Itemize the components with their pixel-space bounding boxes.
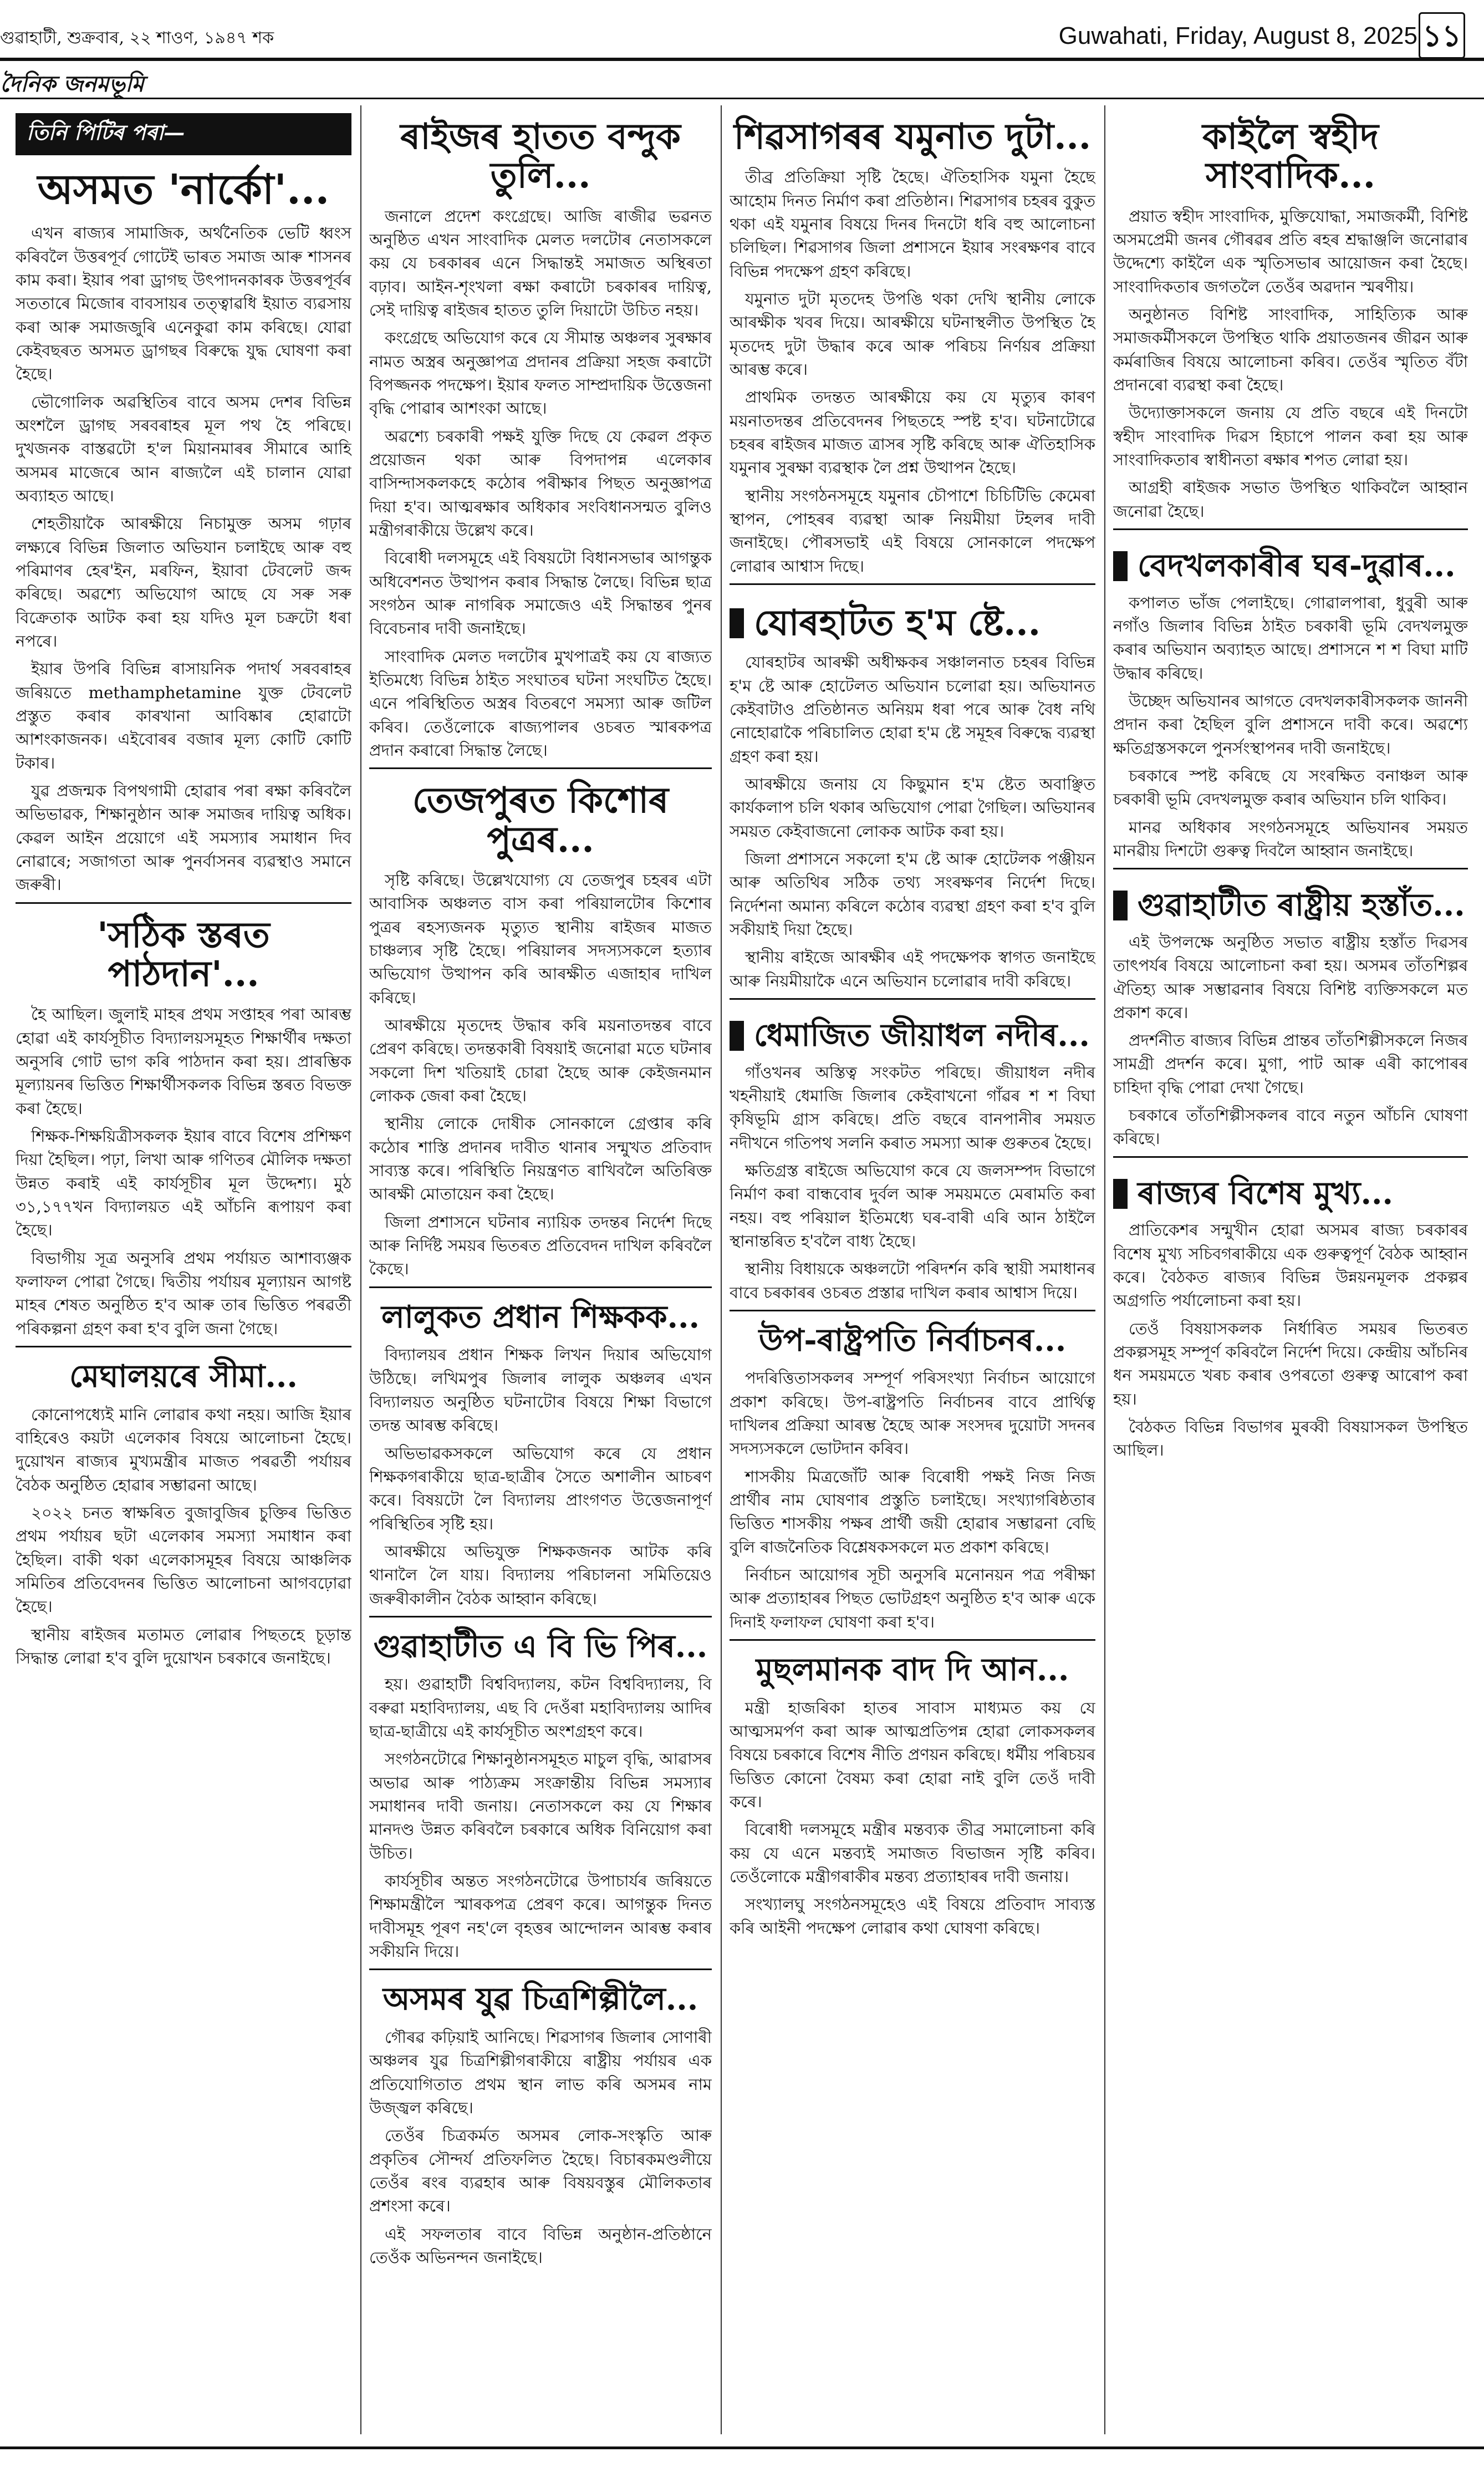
- paragraph: সৃষ্টি কৰিছে। উল্লেখযোগ্য যে তেজপুৰ চহৰৰ এটা আবাসিক অঞ্চলত বাস কৰা পৰিয়ালটোৰ কিশোৰ পুত্ৰৰ ৰহস্যজনক মৃত্যুত স্থানীয় ৰাইজৰ মাজত চাঞ্চল্যৰ সৃষ্টি হৈছে। পৰিয়ালৰ সদস্যসকলে হত্যাৰ অভিযোগ উত্থাপন কৰি আৰক্ষীত এজাহাৰ দাখিল কৰিছে।: [369, 871, 712, 1007]
- article-body: [369, 868, 712, 1281]
- paragraph: শিক্ষক-শিক্ষয়িত্ৰীসকলক ইয়াৰ বাবে বিশেষ প্ৰশিক্ষণ দিয়া হৈছিল। পঢ়া, লিখা আৰু গণিতৰ মৌলিক দক্ষতা উন্নত কৰাই এই কাৰ্যসূচীৰ মূল উদ্দেশ্য। মুঠ ৩১,১৭৭খন বিদ্যালয়ত এই আঁচনি ৰূপায়ণ কৰা হৈছে।: [16, 1127, 351, 1240]
- article-divider: [730, 1639, 1095, 1641]
- paragraph: মানৱ অধিকাৰ সংগঠনসমূহে অভিযানৰ সময়ত মানৱীয় দিশটো গুৰুত্ব দিবলৈ আহ্বান জনাইছে।: [1113, 817, 1468, 860]
- article-sivasagar: [730, 118, 1095, 578]
- article-tezpur: [369, 781, 712, 1280]
- section-head: [1113, 1174, 1468, 1212]
- paragraph: স্থানীয় ৰাইজৰ মতামত লোৱাৰ পিছতহে চূড়ান্ত সিদ্ধান্ত লোৱা হ'ব বুলি দুয়োখন চৰকাৰে জনাইছে।: [16, 1625, 351, 1667]
- paragraph: কংগ্ৰেছে অভিযোগ কৰে যে সীমান্ত অঞ্চলৰ সুৰক্ষাৰ নামত অস্ত্ৰৰ অনুজ্ঞাপত্ৰ প্ৰদানৰ প্ৰক্ৰিয়া সহজ কৰাটো বিপজ্জনক পদক্ষেপ। ইয়াৰ ফলত সাম্প্ৰদায়িক উত্তেজনা বৃদ্ধি পোৱাৰ আশংকা আছে।: [369, 328, 712, 418]
- headline: 'সঠিক স্তৰত পাঠদান'...: [97, 914, 270, 995]
- headline: অসমত 'নাৰ্কো'...: [37, 166, 330, 213]
- article-body: [730, 1366, 1095, 1634]
- paragraph: সাংবাদিক মেলত দলটোৰ মুখপাত্ৰই কয় যে ৰাজ্যত ইতিমধ্যে বিভিন্ন ঠাইত সংঘাতৰ ঘটনা সংঘটিত হৈছে। এনে পৰিস্থিতিত অস্ত্ৰৰ বিতৰণে সমস্যা আৰু জটিল কৰিব। তেওঁলোকে ৰাজ্যপালৰ ওচৰত স্মাৰকপত্ৰ প্ৰদান কৰাৰো সিদ্ধান্ত লৈছে।: [369, 647, 712, 760]
- paragraph: বিভাগীয় সূত্ৰ অনুসৰি প্ৰথম পৰ্যায়ত আশাব্যঞ্জক ফলাফল পোৱা গৈছে। দ্বিতীয় পৰ্যায়ৰ মূল্যায়ন আগষ্ট মাহৰ শেষত অনুষ্ঠিত হ'ব আৰু তাৰ ভিত্তিত পৰৱৰ্তী পৰিকল্পনা গ্ৰহণ কৰা হ'ব বুলি জনা গৈছে।: [16, 1248, 351, 1338]
- paragraph: প্ৰদৰ্শনীত ৰাজ্যৰ বিভিন্ন প্ৰান্তৰ তাঁতশিল্পীসকলে নিজৰ সামগ্ৰী প্ৰদৰ্শন কৰে। মুগা, পাট আৰু এৰী কাপোৰৰ চাহিদা বৃদ্ধি পোৱা দেখা গৈছে।: [1113, 1031, 1468, 1097]
- article-divider: [730, 998, 1095, 1000]
- article-jorhat: [730, 604, 1095, 993]
- paragraph: আগ্ৰহী ৰাইজক সভাত উপস্থিত থাকিবলৈ আহ্বান জনোৱা হৈছে।: [1113, 478, 1468, 521]
- article-body: [369, 1343, 712, 1610]
- headline: যোৰহাটত হ'ম ষ্টে...: [754, 602, 1041, 644]
- paragraph: কাৰ্যসূচীৰ অন্তত সংগঠনটোৱে উপাচাৰ্যৰ জৰিয়তে শিক্ষামন্ত্ৰীলৈ স্মাৰকপত্ৰ প্ৰেৰণ কৰে। আগন্তুক দিনত দাবীসমূহ পূৰণ নহ'লে বৃহত্তৰ আন্দোলন আৰম্ভ কৰাৰ সকীয়নি দিয়ে।: [369, 1871, 712, 1961]
- paragraph: নিৰ্বাচন আয়োগৰ সূচী অনুসৰি মনোনয়ন পত্ৰ পৰীক্ষা আৰু প্ৰত্যাহাৰৰ পিছত ভোটগ্ৰহণ অনুষ্ঠিত হ'ব আৰু একে দিনাই ফলাফল ঘোষণা কৰা হ'ব।: [730, 1565, 1095, 1631]
- article-eviction: [1113, 549, 1468, 862]
- article-body: [16, 221, 351, 896]
- article-body: [1113, 930, 1468, 1151]
- headline: ৰাজ্যৰ বিশেষ মুখ্য...: [1138, 1174, 1393, 1212]
- article-divider: [730, 1310, 1095, 1311]
- article-painter: [369, 1982, 712, 2269]
- section-head: [730, 1016, 1095, 1054]
- article-body: [730, 650, 1095, 993]
- article-handloom: [1113, 888, 1468, 1151]
- headline: মেঘালয়ৰে সীমা...: [69, 1357, 298, 1395]
- paragraph: আৰক্ষীয়ে অভিযুক্ত শিক্ষকজনক আটক কৰি থানালৈ লৈ যায়। বিদ্যালয় পৰিচালনা সমিতিয়েও জৰুৰীকালীন বৈঠক আহ্বান কৰিছে।: [369, 1542, 712, 1608]
- article-body: [1113, 205, 1468, 523]
- section-kicker: তিনি পিটিৰ পৰা—: [16, 113, 351, 155]
- paragraph: গাঁওখনৰ অস্তিত্ব সংকটত পৰিছে। জীয়াধল নদীৰ খহনীয়াই ধেমাজি জিলাৰ কেইবাখনো গাঁৱৰ শ শ বিঘা কৃষিভূমি গ্ৰাস কৰিছে। প্ৰতি বছৰে বানপানীৰ সময়ত নদীখনে গতিপথ সলনি কৰাত সমস্যা আৰু গুৰুতৰ হৈছে।: [730, 1062, 1095, 1152]
- article-narco: [16, 167, 351, 897]
- paragraph: আৰক্ষীয়ে মৃতদেহ উদ্ধাৰ কৰি ময়নাতদন্তৰ বাবে প্ৰেৰণ কৰিছে। তদন্তকাৰী বিষয়াই জনোৱা মতে ঘটনাৰ সকলো দিশ খতিয়াই চোৱা হৈছে আৰু কেইজনমান লোকক জেৰা কৰা হৈছে।: [369, 1016, 712, 1106]
- paragraph: যমুনাত দুটা মৃতদেহ উপঙি থকা দেখি স্থানীয় লোকে আৰক্ষীক খবৰ দিয়ে। আৰক্ষীয়ে ঘটনাস্থলীত উপস্থিত হৈ মৃতদেহ দুটা উদ্ধাৰ কৰে আৰু পৰিচয় নিৰ্ণয়ৰ প্ৰক্ৰিয়া আৰম্ভ কৰে।: [730, 289, 1095, 379]
- paragraph: স্থানীয় ৰাইজে আৰক্ষীৰ এই পদক্ষেপক স্বাগত জনাইছে আৰু নিয়মীয়াকৈ এনে অভিযান চলোৱাৰ দাবী কৰিছে।: [730, 948, 1095, 990]
- column-4: [1113, 105, 1468, 2434]
- paragraph: বিৰোধী দলসমূহে মন্ত্ৰীৰ মন্তব্যক তীব্ৰ সমালোচনা কৰি কয় যে এনে মন্তব্যই সমাজত বিভাজন সৃষ্টি কৰিব। তেওঁলোকে মন্ত্ৰীগৰাকীৰ মন্তব্য প্ৰত্যাহাৰৰ দাবী জনায়।: [730, 1820, 1095, 1886]
- footer-rule: [0, 2446, 1484, 2449]
- headline: বেদখলকাৰীৰ ঘৰ-দুৱাৰ...: [1138, 547, 1456, 584]
- article-teaching-level: [16, 916, 351, 1340]
- headline: গুৱাহাটীত ৰাষ্ট্ৰীয় হস্তাঁত...: [1138, 887, 1465, 924]
- paragraph: গৌৰৱ কঢ়িয়াই আনিছে। শিৱসাগৰ জিলাৰ সোণাৰী অঞ্চলৰ যুৱ চিত্ৰশিল্পীগৰাকীয়ে ৰাষ্ট্ৰীয় পৰ্যায়ৰ এক প্ৰতিযোগিতাত প্ৰথম স্থান লাভ কৰি অসমৰ নাম উজ্জ্বল কৰিছে।: [369, 2028, 712, 2117]
- paragraph: প্ৰয়াত স্বহীদ সাংবাদিক, মুক্তিযোদ্ধা, সমাজকৰ্মী, বিশিষ্ট অসমপ্ৰেমী জনৰ গৌৰৱৰ প্ৰতি ৰহৰ শ্ৰদ্ধাঞ্জলি জনোৱাৰ উদ্দেশ্যে কাইলৈ এক স্মৃতিসভাৰ আয়োজন কৰা হৈছে। সাংবাদিকতাৰ জগতলৈ তেওঁৰ অৱদান স্মৰণীয়।: [1113, 206, 1468, 296]
- article-journalist: [1113, 118, 1468, 523]
- paragraph: প্ৰাথমিক তদন্তত আৰক্ষীয়ে কয় যে মৃত্যুৰ কাৰণ ময়নাতদন্তৰ প্ৰতিবেদনৰ পিছতহে স্পষ্ট হ'ব। ঘটনাটোৱে চহৰৰ ৰাইজৰ মাজত ত্ৰাসৰ সৃষ্টি কৰিছে আৰু ঐতিহাসিক যমুনাৰ সুৰক্ষা ব্যৱস্থাক লৈ প্ৰশ্ন উত্থাপন হৈছে।: [730, 388, 1095, 477]
- headline: লালুকত প্ৰধান শিক্ষকক...: [381, 1298, 700, 1335]
- paragraph: বিৰোধী দলসমূহে এই বিষয়টো বিধানসভাৰ আগন্তুক অধিবেশনত উত্থাপন কৰাৰ সিদ্ধান্ত লৈছে। বিভিন্ন ছাত্ৰ সংগঠন আৰু নাগৰিক সমাজেও এই সিদ্ধান্তৰ পুনৰ বিবেচনাৰ দাবী জনাইছে।: [369, 548, 712, 638]
- paragraph: জনালে প্ৰদেশ কংগ্ৰেছে। আজি ৰাজীৱ ভৱনত অনুষ্ঠিত এখন সাংবাদিক মেলত দলটোৰ নেতাসকলে কয় যে চৰকাৰৰ এনে সিদ্ধান্তই সমাজত অস্থিৰতা বঢ়াব। আইন-শৃংখলা ৰক্ষা কৰাটো চৰকাৰৰ দায়িত্ব, সেই দায়িত্ব ৰাইজৰ হাতত তুলি দিয়াটো উচিত নহয়।: [369, 206, 712, 320]
- column-2: [369, 105, 712, 2434]
- column-1: [16, 105, 351, 2434]
- article-body: [369, 205, 712, 762]
- article-body: [369, 1672, 712, 1963]
- paragraph: এই উপলক্ষে অনুষ্ঠিত সভাত ৰাষ্ট্ৰীয় হস্তাঁত দিৱসৰ তাৎপৰ্যৰ বিষয়ে আলোচনা কৰা হয়। অসমৰ তাঁতশিল্পৰ ঐতিহ্য আৰু সম্ভাৱনাৰ বিষয়ে বিশিষ্ট ব্যক্তিসকলে মত প্ৰকাশ কৰে।: [1113, 932, 1468, 1022]
- paragraph: প্ৰাতিকেশৰ সন্মুখীন হোৱা অসমৰ ৰাজ্য চৰকাৰৰ বিশেষ মুখ্য সচিবগৰাকীয়ে এক গুৰুত্বপূৰ্ণ বৈঠক আহ্বান কৰে। বৈঠকত ৰাজ্যৰ বিভিন্ন উন্নয়নমূলক প্ৰকল্পৰ অগ্ৰগতি পৰ্যালোচনা কৰা হয়।: [1113, 1220, 1468, 1310]
- headline: মুছলমানক বাদ দি আন...: [756, 1651, 1069, 1688]
- paragraph: ক্ষতিগ্ৰস্ত ৰাইজে অভিযোগ কৰে যে জলসম্পদ বিভাগে নিৰ্মাণ কৰা বান্ধবোৰ দুৰ্বল আৰু সময়মতে মেৰামতি কৰা নহয়। বহু পৰিয়াল ইতিমধ্যে ঘৰ-বাৰী এৰি আন ঠাইলৈ স্থানান্তৰিত হ'বলৈ বাধ্য হৈছে।: [730, 1161, 1095, 1250]
- article-divider: [369, 1286, 712, 1288]
- article-body: [730, 165, 1095, 578]
- headline: শিৱসাগৰৰ যমুনাত দুটা...: [733, 116, 1092, 157]
- paragraph: স্থানীয় লোকে দোষীক সোনকালে গ্ৰেপ্তাৰ কৰি কঠোৰ শাস্তি প্ৰদানৰ দাবীত থানাৰ সন্মুখত প্ৰতিবাদ সাব্যস্ত কৰে। পৰিস্থিতি নিয়ন্ত্ৰণত ৰাখিবলৈ অতিৰিক্ত আৰক্ষী মোতায়েন কৰা হৈছে।: [369, 1114, 712, 1204]
- article-body: [16, 1003, 351, 1340]
- paragraph: জিলা প্ৰশাসনে ঘটনাৰ ন্যায়িক তদন্তৰ নিৰ্দেশ দিছে আৰু নিৰ্দিষ্ট সময়ৰ ভিতৰত প্ৰতিবেদন দাখিল কৰিবলৈ কৈছে।: [369, 1212, 712, 1279]
- column-rule: [721, 105, 722, 2434]
- paragraph: সংগঠনটোৱে শিক্ষানুষ্ঠানসমূহত মাচুল বৃদ্ধি, আৱাসৰ অভাৱ আৰু পাঠ্যক্ৰম সংক্ৰান্তীয় বিভিন্ন সমস্যাৰ সমাধানৰ দাবী জনায়। নেতাসকলে কয় যে শিক্ষাৰ মানদণ্ড উন্নত কৰিবলৈ চৰকাৰে অধিক বিনিয়োগ কৰা উচিত।: [369, 1749, 712, 1863]
- section-bar: [1113, 891, 1128, 920]
- paragraph: মন্ত্ৰী হাজৰিকা হাতৰ সাবাস মাধ্যমত কয় যে আত্মসমৰ্পণ কৰা আৰু আত্মপ্ৰতিপন্ন হোৱা লোকসকলৰ বিষয়ে চৰকাৰে বিশেষ নীতি প্ৰণয়ন কৰিছে। ধৰ্মীয় পৰিচয়ৰ ভিত্তিত কোনো বৈষম্য কৰা হোৱা নাই বুলি তেওঁ দাবী কৰে।: [730, 1698, 1095, 1811]
- paragraph: হয়। গুৱাহাটী বিশ্ববিদ্যালয়, কটন বিশ্ববিদ্যালয়, বি বৰুৱা মহাবিদ্যালয়, এছ বি দেওঁৰা মহাবিদ্যালয় আদিৰ ছাত্ৰ-ছাত্ৰীয়ে এই কাৰ্যসূচীত অংশগ্ৰহণ কৰে।: [369, 1675, 712, 1741]
- article-divider: [16, 902, 351, 904]
- article-divider: [16, 1346, 351, 1347]
- article-body: [730, 1061, 1095, 1304]
- paragraph: এখন ৰাজ্যৰ সামাজিক, অৰ্থনৈতিক ভেটি ধ্বংস কৰিবলৈ উত্তৰপূৰ্ব গোটেই ভাৰত সমাজ আৰু শাসনৰ কাম কৰা। ইয়াৰ পৰা ড্ৰাগছ উৎপাদনকাৰক উত্তৰপূৰ্বৰ সততাৰে মিজোৰ বাবসায়ৰ তত্ত্বাৱধি ইয়াত ব্যৱসায় কৰা আৰু সমাজজুৰি এনেকুৱা কাম কৰিছে। যোৱা কেইবছৰত অসমত ড্ৰাগছৰ বিৰুদ্ধে যুদ্ধ ঘোষণা কৰা হৈছে।: [16, 223, 351, 384]
- article-divider: [1113, 528, 1468, 530]
- headline: কাইলৈ স্বহীদ সাংবাদিক...: [1202, 116, 1379, 197]
- article-muslim: [730, 1653, 1095, 1940]
- section-bar: [730, 608, 744, 638]
- paragraph: বৈঠকত বিভিন্ন বিভাগৰ মুৰব্বী বিষয়াসকল উপস্থিত আছিল।: [1113, 1417, 1468, 1460]
- paragraph: তীব্ৰ প্ৰতিক্ৰিয়া সৃষ্টি হৈছে। ঐতিহাসিক যমুনা হৈছে আহোম দিনত নিৰ্মাণ কৰা প্ৰতিষ্ঠান। শিৱসাগৰ চহৰৰ বুকুত থকা এই যমুনাৰ বিষয়ে দিনৰ দিনটো ধৰি বহু আলোচনা চলিছিল। শিৱসাগৰ জিলা প্ৰশাসনে ইয়াৰ সংৰক্ষণৰ বাবে বিভিন্ন পদক্ষেপ গ্ৰহণ কৰিছে।: [730, 167, 1095, 281]
- article-guns: [369, 118, 712, 762]
- column-rule: [1104, 105, 1105, 2434]
- paragraph: ২০২২ চনত স্বাক্ষৰিত বুজাবুজিৰ চুক্তিৰ ভিত্তিত প্ৰথম পৰ্যায়ৰ ছটা এলেকাৰ সমস্যা সমাধান কৰা হৈছিল। বাকী থকা এলেকাসমূহৰ বিষয়ে আঞ্চলিক সমিতিৰ প্ৰতিবেদনৰ ভিত্তিত আলোচনা আগবঢ়োৱা হৈছে।: [16, 1503, 351, 1616]
- page-number: ১১: [1419, 12, 1465, 59]
- headline: গুৱাহাটীত এ বি ভি পিৰ...: [373, 1627, 708, 1665]
- paragraph: পদৰিত্তিতাসকলৰ সম্পূৰ্ণ পৰিসংখ্যা নিৰ্বাচন আয়োগে প্ৰকাশ কৰিছে। উপ-ৰাষ্ট্ৰপতি নিৰ্বাচনৰ বাবে প্ৰাৰ্থিত্ব দাখিলৰ প্ৰক্ৰিয়া আৰম্ভ হৈছে আৰু সংসদৰ দুয়োটা সদনৰ সদস্যসকলে ভোটদান কৰিব।: [730, 1369, 1095, 1458]
- article-divider: [1113, 1156, 1468, 1158]
- paragraph: উদ্যোক্তাসকলে জনায় যে প্ৰতি বছৰে এই দিনটো স্বহীদ সাংবাদিক দিৱস হিচাপে পালন কৰা হয় আৰু সাংবাদিকতাৰ স্বাধীনতা ৰক্ষাৰ শপত লোৱা হয়।: [1113, 403, 1468, 470]
- article-body: [369, 2026, 712, 2269]
- article-divider: [369, 767, 712, 769]
- headline: ধেমাজিত জীয়াধল নদীৰ...: [754, 1016, 1090, 1054]
- paragraph: ভৌগোলিক অৱস্থিতিৰ বাবে অসম দেশৰ বিভিন্ন অংশলৈ ড্ৰাগছ সৰবৰাহৰ মূল পথ হৈ পৰিছে। দুখজনক বাস্তৱটো হ'ল মিয়ানমাৰৰ সীমাৰে আহি অসমৰ মাজেৰে আন ৰাজ্যলৈ এই চালান যোৱা অব্যাহত আছে।: [16, 392, 351, 505]
- paragraph: যোৰহাটৰ আৰক্ষী অধীক্ষকৰ সঞ্চালনাত চহৰৰ বিভিন্ন হ'ম ষ্টে আৰু হোটেলত অভিযান চলোৱা হয়। অভিযানত কেইবাটাও প্ৰতিষ্ঠানত অনিয়ম ধৰা পৰে আৰু বৈধ নথি নোহোৱাকৈ পৰিচালিত হোৱা হ'ম ষ্টে সমূহৰ বিৰুদ্ধে ব্যৱস্থা গ্ৰহণ কৰা হয়।: [730, 653, 1095, 766]
- section-bar: [1113, 551, 1128, 581]
- paragraph: শেহতীয়াকৈ আৰক্ষীয়ে নিচামুক্ত অসম গঢ়াৰ লক্ষ্যৰে বিভিন্ন জিলাত অভিযান চলাইছে আৰু বহু পৰিমাণৰ হেৰ'ইন, মৰফিন, ইয়াবা টেবলেট জব্দ কৰিছে। অৱশ্যে অভিযোগ আছে যে সৰু সৰু বিক্ৰেতাক আটক কৰা হয় যদিও মূল চক্ৰটো ধৰা নপৰে।: [16, 514, 351, 650]
- article-body: [1113, 1218, 1468, 1462]
- article-chief-secretary: [1113, 1174, 1468, 1462]
- section-bar: [730, 1021, 744, 1051]
- headline: তেজপুৰত কিশোৰ পুত্ৰৰ...: [412, 780, 669, 861]
- headline: ৰাইজৰ হাতত বন্দুক তুলি...: [400, 116, 681, 197]
- paragraph: শাসকীয় মিত্ৰজোঁট আৰু বিৰোধী পক্ষই নিজ নিজ প্ৰাৰ্থীৰ নাম ঘোষণাৰ প্ৰস্তুতি চলাইছে। সংখ্যাগৰিষ্ঠতাৰ ভিত্তিত শাসকীয় পক্ষৰ প্ৰাৰ্থী জয়ী হোৱাৰ সম্ভাৱনা বেছি বুলি ৰাজনৈতিক বিশ্লেষকসকলে মত প্ৰকাশ কৰিছে।: [730, 1467, 1095, 1557]
- article-abvp: [369, 1627, 712, 1964]
- paragraph: এই সফলতাৰ বাবে বিভিন্ন অনুষ্ঠান-প্ৰতিষ্ঠানে তেওঁক অভিনন্দন জনাইছে।: [369, 2224, 712, 2267]
- paragraph: ইয়াৰ উপৰি বিভিন্ন ৰাসায়নিক পদাৰ্থ সৰবৰাহৰ জৰিয়তে methamphetamine যুক্ত টেবলেট প্ৰস্তুত কৰাৰ কাৰখানা আবিষ্কাৰ হোৱাটো আশংকাজনক। এইবোৰৰ বজাৰ মূল্য কোটি কোটি টকাৰ।: [16, 659, 351, 772]
- paragraph: অভিভাৱকসকলে অভিযোগ কৰে যে প্ৰধান শিক্ষকগৰাকীয়ে ছাত্ৰ-ছাত্ৰীৰ সৈতে অশালীন আচৰণ কৰে। বিষয়টো লৈ বিদ্যালয় প্ৰাংগণত উত্তেজনাপূৰ্ণ পৰিস্থিতিৰ সৃষ্টি হয়।: [369, 1443, 712, 1533]
- section-head: [1113, 888, 1468, 923]
- article-vp-election: [730, 1321, 1095, 1634]
- article-divider: [730, 583, 1095, 585]
- article-divider: [1113, 868, 1468, 869]
- paragraph: সংখ্যালঘু সংগঠনসমূহেও এই বিষয়ে প্ৰতিবাদ সাব্যস্ত কৰি আইনী পদক্ষেপ লোৱাৰ কথা ঘোষণা কৰিছে।: [730, 1895, 1095, 1937]
- header-dateline-english: Guwahati, Friday, August 8, 2025: [1058, 22, 1417, 49]
- article-body: [16, 1403, 351, 1670]
- section-bar: [1113, 1179, 1128, 1209]
- paragraph: তেওঁৰ চিত্ৰকৰ্মত অসমৰ লোক-সংস্কৃতি আৰু প্ৰকৃতিৰ সৌন্দৰ্য প্ৰতিফলিত হৈছে। বিচাৰকমণ্ডলীয়ে তেওঁৰ ৰংৰ ব্যৱহাৰ আৰু বিষয়বস্তুৰ মৌলিকতাৰ প্ৰশংসা কৰে।: [369, 2126, 712, 2216]
- paragraph: স্থানীয় বিধায়কে অঞ্চলটো পৰিদৰ্শন কৰি স্থায়ী সমাধানৰ বাবে চৰকাৰৰ ওচৰত প্ৰস্তাৱ দাখিল কৰাৰ আশ্বাস দিয়ে।: [730, 1259, 1095, 1302]
- column-rule: [360, 105, 361, 2434]
- headline: উপ-ৰাষ্ট্ৰপতি নিৰ্বাচনৰ...: [758, 1321, 1067, 1359]
- paragraph: চৰকাৰে তাঁতশিল্পীসকলৰ বাবে নতুন আঁচনি ঘোষণা কৰিছে।: [1113, 1106, 1468, 1148]
- paragraph: বিদ্যালয়ৰ প্ৰধান শিক্ষক লিখন দিয়াৰ অভিযোগ উঠিছে। লখিমপুৰ জিলাৰ লালুক অঞ্চলৰ এখন বিদ্যালয়ত অনুষ্ঠিত ঘটনাটোৰ বিষয়ে শিক্ষা বিভাগে তদন্ত আৰম্ভ কৰিছে।: [369, 1345, 712, 1435]
- article-meghalaya-border: [16, 1357, 351, 1670]
- article-divider: [369, 1616, 712, 1617]
- column-3: [730, 105, 1095, 2434]
- paragraph: উচ্ছেদ অভিযানৰ আগতে বেদখলকাৰীসকলক জাননী প্ৰদান কৰা হৈছিল বুলি প্ৰশাসনে দাবী কৰে। অৱশ্যে ক্ষতিগ্ৰস্তসকলে পুনৰ্সংস্থাপনৰ দাবী জনাইছে।: [1113, 691, 1468, 757]
- section-head: [730, 604, 1095, 643]
- article-body: [730, 1696, 1095, 1940]
- header-rule: [0, 58, 1484, 61]
- paragraph: কোনোপধ্যেই মানি লোৱাৰ কথা নহয়। আজি ইয়াৰ বাহিৰেও কয়টা এলেকাৰ বিষয়ে আলোচনা হৈছে। দুয়োখন ৰাজ্যৰ মুখ্যমন্ত্ৰীৰ মাজত পৰৱৰ্তী পৰ্যায়ৰ বৈঠক অনুষ্ঠিত হোৱাৰ সম্ভাৱনা আছে।: [16, 1405, 351, 1494]
- paragraph: জিলা প্ৰশাসনে সকলো হ'ম ষ্টে আৰু হোটেলক পঞ্জীয়ন আৰু অতিথিৰ সঠিক তথ্য সংৰক্ষণৰ নিৰ্দেশ দিছে। নিৰ্দেশনা অমান্য কৰিলে কঠোৰ ব্যৱস্থা গ্ৰহণ কৰা হ'ব বুলি সকীয়াই দিয়া হৈছে।: [730, 849, 1095, 939]
- paragraph: হৈ আছিল। জুলাই মাহৰ প্ৰথম সপ্তাহৰ পৰা আৰম্ভ হোৱা এই কাৰ্যসূচীত বিদ্যালয়সমূহত শিক্ষাৰ্থীৰ দক্ষতা অনুসৰি গোট ভাগ কৰি পাঠদান কৰা হয়। প্ৰাৰম্ভিক মূল্যায়নৰ ভিত্তিত শিক্ষাৰ্থীসকলক বিভিন্ন স্তৰত বিভক্ত কৰা হৈছে।: [16, 1005, 351, 1118]
- paper-name: দৈনিক জনমভূমি: [0, 71, 144, 97]
- paragraph: অৱশ্যে চৰকাৰী পক্ষই যুক্তি দিছে যে কেৱল প্ৰকৃত প্ৰয়োজন থকা আৰু বিপদাপন্ন এলেকাৰ বাসিন্দাসকলকহে কঠোৰ পৰীক্ষাৰ পিছত অনুজ্ঞাপত্ৰ দিয়া হ'ব। আত্মৰক্ষাৰ অধিকাৰ সংবিধানসন্মত বুলিও মন্ত্ৰীগৰাকীয়ে উল্লেখ কৰে।: [369, 426, 712, 540]
- header-subrule: [0, 98, 1484, 99]
- paragraph: তেওঁ বিষয়াসকলক নিৰ্ধাৰিত সময়ৰ ভিতৰত প্ৰকল্পসমূহ সম্পূৰ্ণ কৰিবলৈ নিৰ্দেশ দিয়ে। কেন্দ্ৰীয় আঁচনিৰ ধন সময়মতে খৰচ কৰাৰ ওপৰতো গুৰুত্ব আৰোপ কৰা হয়।: [1113, 1319, 1468, 1408]
- article-dhemaji: [730, 1016, 1095, 1304]
- article-divider: [369, 1968, 712, 1970]
- paragraph: কপালত ভাঁজ পেলাইছে। গোৱালপাৰা, ধুবুৰী আৰু নগাঁও জিলাৰ বিভিন্ন ঠাইত চৰকাৰী ভূমি বেদখলমুক্ত কৰাৰ অভিযান অব্যাহত আছে। প্ৰশাসনে শ শ বিঘা মাটি উদ্ধাৰ কৰিছে।: [1113, 593, 1468, 683]
- paragraph: অনুষ্ঠানত বিশিষ্ট সাংবাদিক, সাহিত্যিক আৰু সমাজকৰ্মীসকলে উপস্থিত থাকি প্ৰয়াতজনৰ জীৱন আৰু কৰ্মৰাজিৰ বিষয়ে আলোচনা কৰিব। তেওঁৰ স্মৃতিত বঁটা প্ৰদানৰো ব্যৱস্থা কৰা হৈছে।: [1113, 305, 1468, 395]
- paragraph: আৰক্ষীয়ে জনায় যে কিছুমান হ'ম ষ্টেত অবাঞ্ছিত কাৰ্যকলাপ চলি থকাৰ অভিযোগ পোৱা গৈছিল। অভিযানৰ সময়ত কেইবাজনো লোকক আটক কৰা হয়।: [730, 775, 1095, 841]
- header-dateline-assamese: গুৱাহাটী, শুক্ৰবাৰ, ২২ শাওণ, ১৯৪৭ শক: [0, 28, 274, 48]
- article-body: [1113, 591, 1468, 863]
- section-head: [1113, 549, 1468, 583]
- paragraph: যুৱ প্ৰজন্মক বিপথগামী হোৱাৰ পৰা ৰক্ষা কৰিবলৈ অভিভাৱক, শিক্ষানুষ্ঠান আৰু সমাজৰ দায়িত্ব অধিক। কেৱল আইন প্ৰয়োগে এই সমস্যাৰ সমাধান দিব নোৱাৰে; সজাগতা আৰু পুনৰ্বাসনৰ ব্যৱস্থাও সমানে জৰুৰী।: [16, 781, 351, 894]
- paragraph: চৰকাৰে স্পষ্ট কৰিছে যে সংৰক্ষিত বনাঞ্চল আৰু চৰকাৰী ভূমি বেদখলমুক্ত কৰাৰ অভিযান চলি থাকিব।: [1113, 766, 1468, 809]
- paragraph: স্থানীয় সংগঠনসমূহে যমুনাৰ চৌপাশে চিচিটিভি কেমেৰা স্থাপন, পোহৰৰ ব্যৱস্থা আৰু নিয়মীয়া টহলৰ দাবী জনাইছে। পৌৰসভাই এই বিষয়ে সোনকালে পদক্ষেপ লোৱাৰ আশ্বাস দিছে।: [730, 486, 1095, 576]
- headline: অসমৰ যুৱ চিত্ৰশিল্পীলৈ...: [383, 1981, 698, 2018]
- article-lalук: [369, 1300, 712, 1610]
